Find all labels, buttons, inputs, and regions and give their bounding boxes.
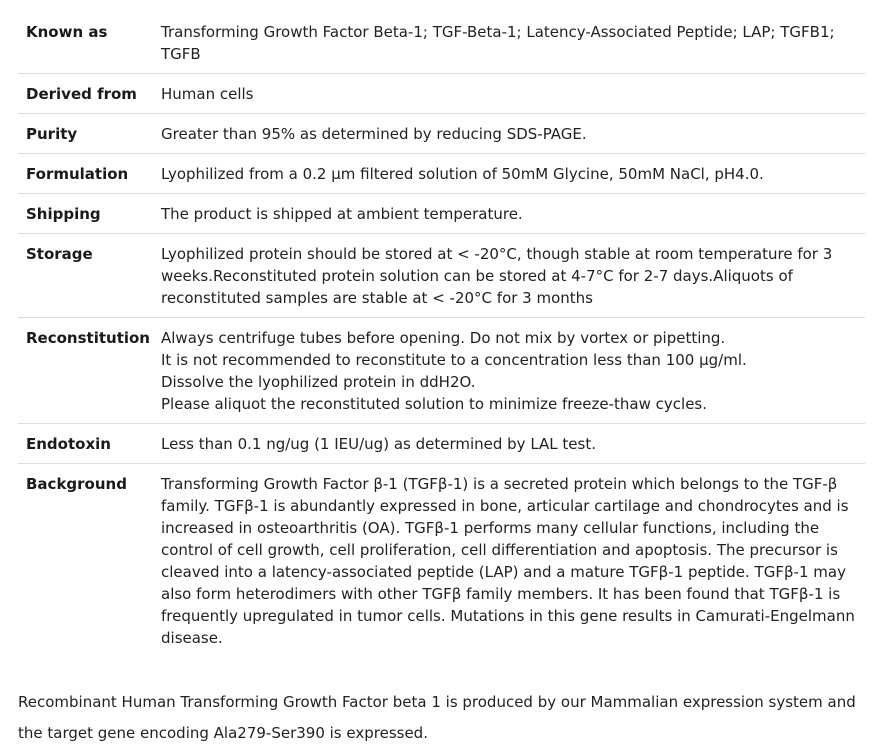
- spec-row-storage: [18, 234, 865, 318]
- spec-row-purity: [18, 114, 865, 154]
- spec-value: Less than 0.1 ng/ug (1 IEU/ug) as determined by LAL test.: [153, 424, 865, 464]
- spec-value: Human cells: [153, 74, 865, 114]
- spec-value: Lyophilized protein should be stored at < -20°C, though stable at room temperature for 3 weeks.Reconstituted protein solution can be stored at 4-7°C for 2-7 days.Aliquots of reconstituted samples are stable at < -20°C for 3 months: [153, 234, 865, 318]
- spec-label: Endotoxin: [18, 424, 153, 464]
- spec-label: Storage: [18, 234, 153, 318]
- spec-value: [153, 318, 865, 424]
- spec-label: Known as: [18, 12, 153, 74]
- spec-label: Shipping: [18, 194, 153, 234]
- spec-row-background: [18, 464, 865, 658]
- spec-value: The product is shipped at ambient temperature.: [153, 194, 865, 234]
- reconstitution-line: Please aliquot the reconstituted solution to minimize freeze-thaw cycles.: [161, 395, 708, 413]
- spec-label: Background: [26, 475, 127, 493]
- reconstitution-line: It is not recommended to reconstitute to a concentration less than 100 μg/ml.: [161, 351, 747, 369]
- spec-value: Transforming Growth Factor β-1 (TGFβ-1) is a secreted protein which belongs to the TGF-β family. TGFβ-1 is abundantly expressed in bone, articular cartilage and chondrocytes and is increased in osteoarthritis (OA). TGFβ-1 performs many cellular functions, including the control of cell growth, cell proliferation, cell differentiation and apoptosis. The precursor is cleaved into a latency-associated peptide (LAP) and a mature TGFβ-1 peptide. TGFβ-1 may also form heterodimers with other TGFβ family members. It has been found that TGFβ-1 is frequently upregulated in tumor cells. Mutations in this gene results in Camurati-Engelmann disease.: [161, 475, 855, 647]
- spec-label: Reconstitution: [18, 318, 153, 424]
- spec-row-endotoxin: [18, 424, 865, 464]
- product-description-note: Recombinant Human Transforming Growth Factor beta 1 is produced by our Mammalian expression system and the target gene encoding Ala279-Ser390 is expressed.: [18, 693, 856, 742]
- spec-row-shipping: [18, 194, 865, 234]
- spec-row-derived-from: [18, 74, 865, 114]
- reconstitution-line: Dissolve the lyophilized protein in ddH2O.: [161, 373, 476, 391]
- spec-row-reconstitution: [18, 318, 865, 424]
- spec-value: Lyophilized from a 0.2 μm filtered solution of 50mM Glycine, 50mM NaCl, pH4.0.: [153, 154, 865, 194]
- spec-label: Derived from: [18, 74, 153, 114]
- spec-value: Greater than 95% as determined by reducing SDS-PAGE.: [153, 114, 865, 154]
- spec-value: Transforming Growth Factor Beta-1; TGF-Beta-1; Latency-Associated Peptide; LAP; TGFB1; TGFB: [153, 12, 865, 74]
- spec-row-known-as: [18, 12, 865, 74]
- reconstitution-line: Always centrifuge tubes before opening. Do not mix by vortex or pipetting.: [161, 329, 726, 347]
- spec-label: Formulation: [18, 154, 153, 194]
- spec-row-formulation: [18, 154, 865, 194]
- spec-label: Purity: [18, 114, 153, 154]
- product-spec-table: [18, 12, 865, 657]
